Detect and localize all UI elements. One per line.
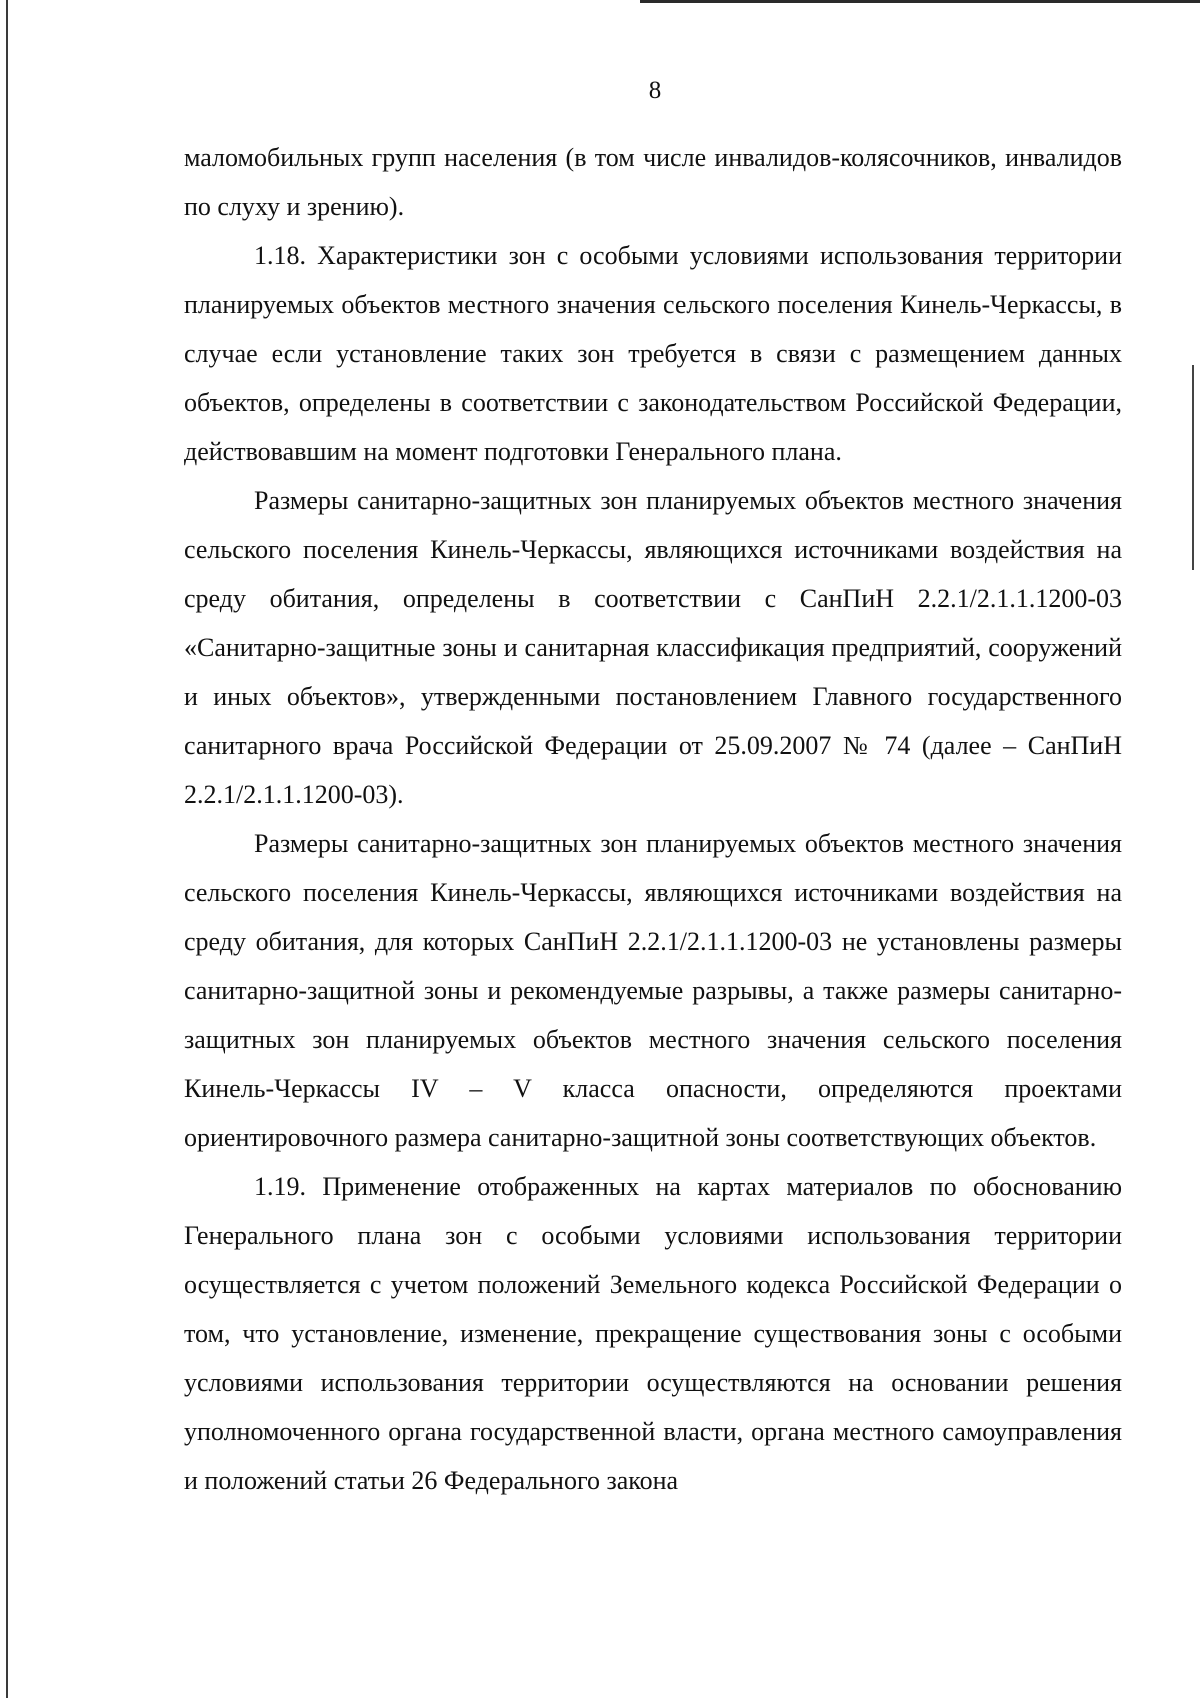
page-number: 8 <box>648 77 662 104</box>
scan-edge-top <box>640 0 1200 3</box>
document-body <box>184 133 1122 1505</box>
scan-edge-right <box>1192 365 1194 570</box>
paragraph-1-19: 1.19. Применение отображенных на картах материалов по обоснованию Генерального плана зон с особыми условиями использования территории осуществляется с учетом положений Земельного кодекса Российской Федерации о том, что установление, изменение, прекращение существования зоны с особыми условиями использования территории осуществляются на основании решения уполномоченного органа государственной власти, органа местного самоуправления и положений статьи 26 Федерального закона <box>184 1172 1122 1495</box>
scan-edge-left <box>6 0 8 1698</box>
paragraph-szz-projects: Размеры санитарно-защитных зон планируемых объектов местного значения сельского поселения Кинель-Черкассы, являющихся источниками воздействия на среду обитания, для которых СанПиН 2.2.1/2.1.1.1200-03 не установлены размеры санитарно-защитной зоны и рекомендуемые разрывы, а также размеры санитарно-защитных зон планируемых объектов местного значения сельского поселения Кинель-Черкассы IV – V класса опасности, определяются проектами ориентировочного размера санитарно-защитной зоны соответствующих объектов. <box>184 829 1122 1152</box>
paragraph-1-18: 1.18. Характеристики зон с особыми условиями использования территории планируемых объектов местного значения сельского поселения Кинель-Черкассы, в случае если установление таких зон требуется в связи с размещением данных объектов, определены в соответствии с законодательством Российской Федерации, действовавшим на момент подготовки Генерального плана. <box>184 241 1122 466</box>
paragraph-continuation: маломобильных групп населения (в том числе инвалидов-колясочников, инвалидов по слуху и зрению). <box>184 143 1122 221</box>
paragraph-szz-sizes: Размеры санитарно-защитных зон планируемых объектов местного значения сельского поселения Кинель-Черкассы, являющихся источниками воздействия на среду обитания, определены в соответствии с СанПиН 2.2.1/2.1.1.1200-03 «Санитарно-защитные зоны и санитарная классификация предприятий, сооружений и иных объектов», утвержденными постановлением Главного государственного санитарного врача Российской Федерации от 25.09.2007 № 74 (далее – СанПиН 2.2.1/2.1.1.1200-03). <box>184 486 1122 809</box>
